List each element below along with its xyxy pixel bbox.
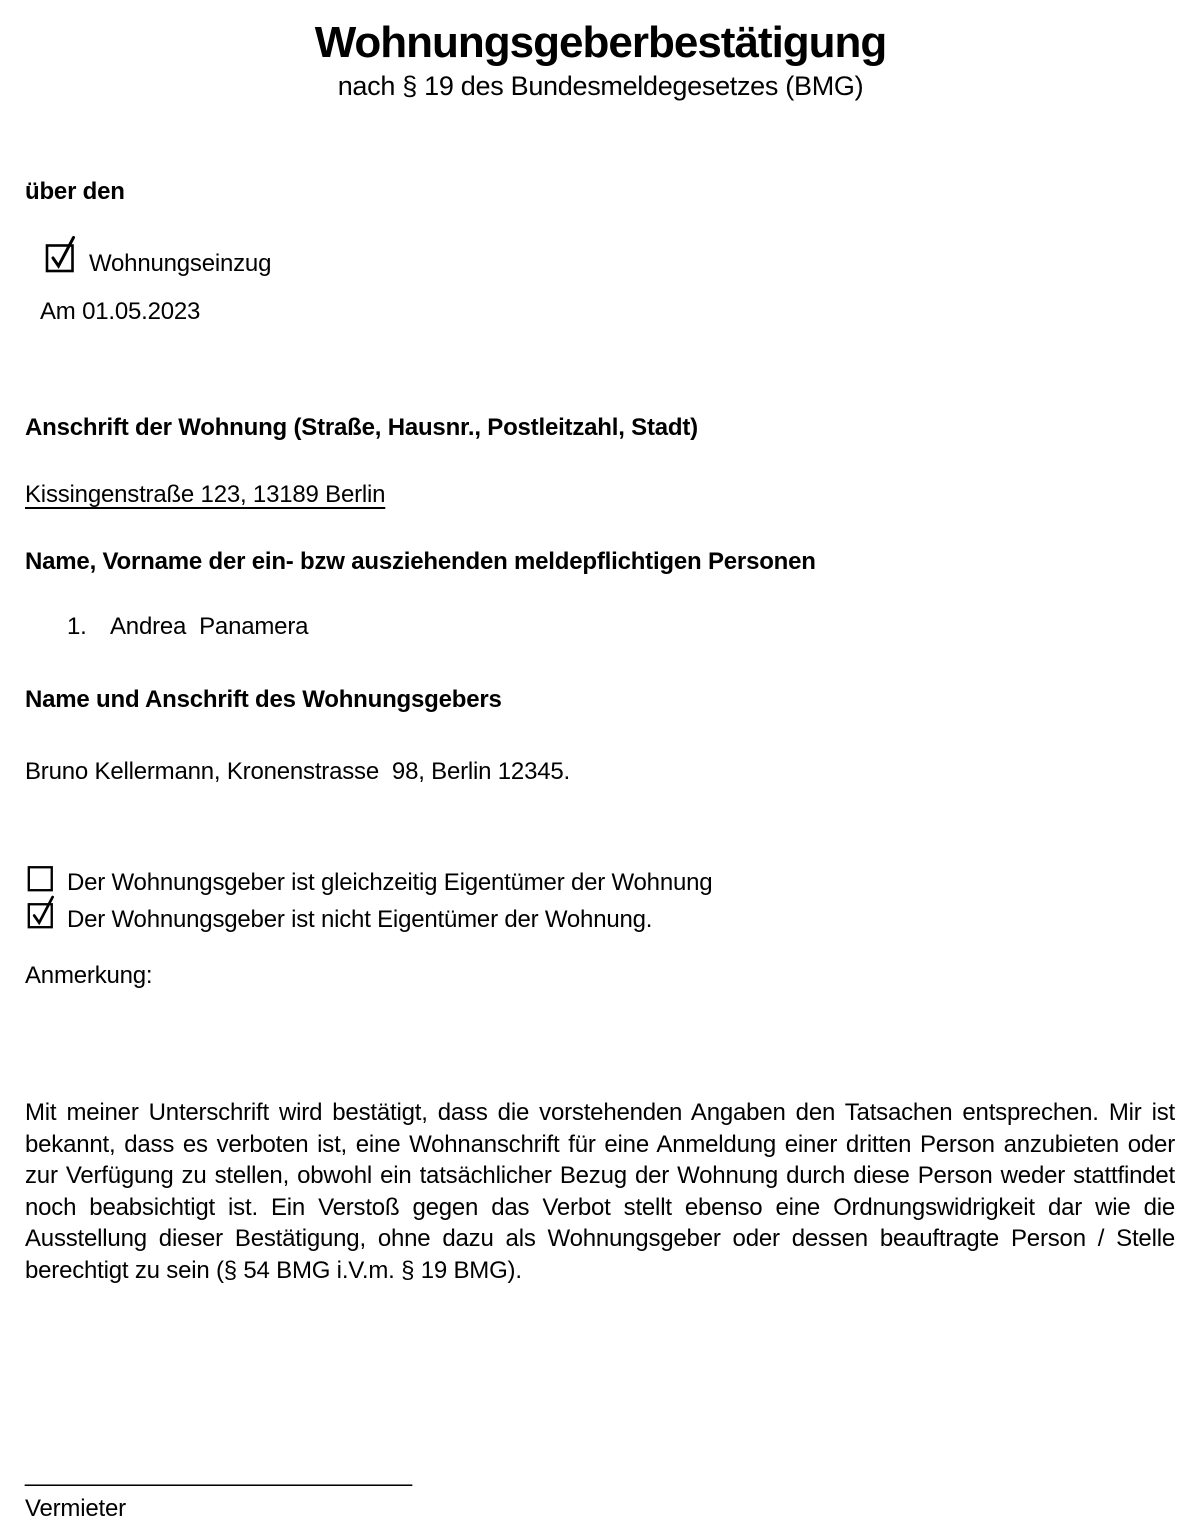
legal-text: Mit meiner Unterschrift wird bestätigt, dass die vorstehenden Angaben den Tatsachen entsprechen. Mir ist bekannt, dass es verboten ist, eine Wohnanschrift für eine Anmeldung einer dritten Person anzubieten oder zur Verfügung zu stellen, obwohl ein tatsächlicher Bezug der Wohnung durch diese Person weder stattfindet noch beabsichtigt ist. Ein Verstoß gegen das Verbot stellt ebenso eine Ordnungswidrigkeit dar wie die Ausstellung dieser Bestätigung, ohne dazu als Wohnungsgeber oder dessen beauftragte Person / Stelle berechtigt zu sein (§ 54 BMG i.V.m. § 19 BMG). [25,1099,1175,1284]
landlord-heading: Name und Anschrift des Wohnungsgebers [25,686,502,713]
persons-heading: Name, Vorname der ein- bzw ausziehenden meldepflichtigen Personen [25,548,816,575]
landlord-value: Bruno Kellermann, Kronenstrasse 98, Berlin 12345. [25,758,570,785]
not-owner-checkbox[interactable] [27,893,54,929]
signature-line: _____________________________ [25,1460,413,1487]
owner-option-label: Der Wohnungsgeber ist gleichzeitig Eigentümer der Wohnung [67,869,713,896]
dwelling-address-value: Kissingenstraße 123, 13189 Berlin [25,481,386,508]
person-list-item [67,613,308,641]
owner-option-row [27,856,713,896]
person-number: 1. [67,613,87,640]
document-title: Wohnungsgeberbestätigung [314,18,887,67]
document-subtitle: nach § 19 des Bundesmeldegesetzes (BMG) [337,71,864,101]
intro-label: über den [25,178,125,205]
owner-checkbox[interactable] [27,856,54,892]
move-in-checkbox[interactable] [45,233,75,273]
not-owner-option-row [27,893,653,933]
person-name: Andrea Panamera [110,613,309,640]
dwelling-address-heading: Anschrift der Wohnung (Straße, Hausnr., Postleitzahl, Stadt) [25,414,698,441]
move-in-label: Wohnungseinzug [89,250,272,277]
remark-label: Anmerkung: [25,962,153,989]
move-in-date: Am 01.05.2023 [40,298,201,325]
move-in-row [45,233,272,277]
not-owner-option-label: Der Wohnungsgeber ist nicht Eigentümer der Wohnung. [67,906,653,933]
signature-label: Vermieter [25,1495,126,1522]
